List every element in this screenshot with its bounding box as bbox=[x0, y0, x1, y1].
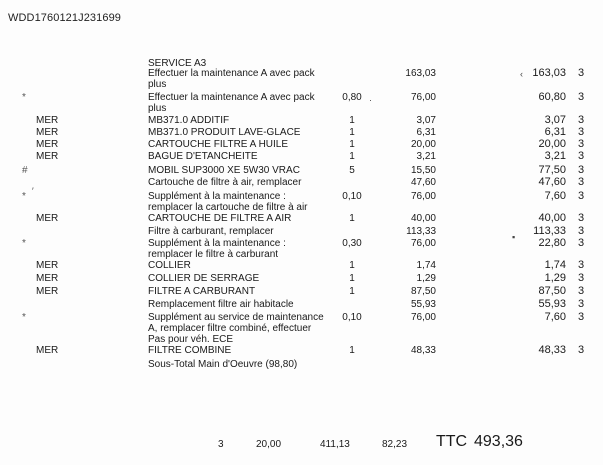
line-vat-code: 3 bbox=[577, 190, 585, 202]
line-total: 113,33 bbox=[533, 225, 566, 237]
line-description: Effectuer la maintenance A avec pack plus bbox=[148, 68, 315, 90]
footer-vat-code: 3 bbox=[218, 439, 224, 450]
line-quantity: 5 bbox=[349, 165, 355, 176]
line-vat-code: 3 bbox=[577, 272, 585, 284]
line-total: 6,31 bbox=[544, 126, 566, 138]
line-unit-price: 20,00 bbox=[410, 139, 436, 150]
scan-dot: · bbox=[369, 95, 372, 105]
line-vat-code: 3 bbox=[577, 212, 585, 224]
line-description: COLLIER DE SERRAGE bbox=[148, 273, 260, 284]
line-quantity: 1 bbox=[349, 260, 355, 271]
line-vat-code: 3 bbox=[577, 138, 585, 150]
line-unit-price: 163,03 bbox=[405, 68, 436, 79]
line-unit-price: 48,33 bbox=[410, 345, 436, 356]
line-total: 77,50 bbox=[538, 164, 566, 176]
line-description: MB371.0 ADDITIF bbox=[148, 115, 230, 126]
line-unit-price: 3,07 bbox=[416, 115, 436, 126]
line-unit-price: 76,00 bbox=[410, 92, 436, 103]
line-vat-code: 3 bbox=[577, 344, 585, 356]
footer-vat-rate: 20,00 bbox=[256, 439, 282, 450]
line-unit-price: 1,29 bbox=[416, 273, 436, 284]
line-total: 1,29 bbox=[544, 272, 566, 284]
line-vat-code: 3 bbox=[577, 164, 585, 176]
line-vat-code: 3 bbox=[577, 311, 585, 323]
line-description: Filtre à carburant, remplacer bbox=[148, 226, 274, 237]
scan-dot: ′ bbox=[32, 186, 34, 196]
line-code: MER bbox=[36, 213, 59, 224]
line-quantity: 1 bbox=[349, 345, 355, 356]
line-total: 7,60 bbox=[544, 190, 566, 202]
line-total: 3,21 bbox=[544, 150, 566, 162]
line-unit-price: 76,00 bbox=[410, 238, 436, 249]
line-marker: * bbox=[22, 312, 26, 323]
line-unit-price: 76,00 bbox=[410, 191, 436, 202]
line-unit-price: 47,60 bbox=[410, 177, 436, 188]
line-vat-code: 3 bbox=[577, 114, 585, 126]
line-total: 60,80 bbox=[538, 91, 566, 103]
line-description: CARTOUCHE DE FILTRE A AIR bbox=[148, 213, 292, 224]
line-vat-code: 3 bbox=[577, 298, 585, 310]
line-unit-price: 1,74 bbox=[416, 260, 436, 271]
line-unit-price: 87,50 bbox=[410, 286, 436, 297]
scan-dot: ▪ bbox=[512, 232, 516, 242]
line-code: MER bbox=[36, 286, 59, 297]
line-quantity: 0,80 bbox=[342, 92, 362, 103]
line-description: SERVICE A3 bbox=[148, 58, 207, 69]
line-vat-code: 3 bbox=[577, 176, 585, 188]
line-marker: # bbox=[22, 165, 28, 176]
line-vat-code: 3 bbox=[577, 126, 585, 138]
line-total: 22,80 bbox=[538, 237, 566, 249]
line-description: Effectuer la maintenance A avec pack plus bbox=[148, 92, 315, 114]
line-quantity: 1 bbox=[349, 151, 355, 162]
line-quantity: 1 bbox=[349, 286, 355, 297]
line-description: Remplacement filtre air habitacle bbox=[148, 299, 294, 310]
line-unit-price: 6,31 bbox=[416, 127, 436, 138]
line-description: Supplément à la maintenance : remplacer le filtre à carburant bbox=[148, 238, 286, 260]
line-total: 20,00 bbox=[538, 138, 566, 150]
totals-footer bbox=[0, 432, 603, 456]
line-quantity: 0,30 bbox=[342, 238, 362, 249]
document-id: WDD1760121J231699 bbox=[8, 12, 121, 24]
line-unit-price: 76,00 bbox=[410, 312, 436, 323]
line-vat-code: 3 bbox=[577, 237, 585, 249]
line-description: MB371.0 PRODUIT LAVE-GLACE bbox=[148, 127, 301, 138]
line-marker: * bbox=[22, 191, 26, 202]
line-code: MER bbox=[36, 345, 59, 356]
line-marker: * bbox=[22, 238, 26, 249]
line-description: CARTOUCHE FILTRE A HUILE bbox=[148, 139, 289, 150]
tick-mark: ‹ bbox=[520, 69, 523, 79]
line-description: FILTRE COMBINE bbox=[148, 345, 232, 356]
line-total: 7,60 bbox=[544, 311, 566, 323]
line-quantity: 1 bbox=[349, 213, 355, 224]
line-total: 40,00 bbox=[538, 212, 566, 224]
footer-vat-amount: 82,23 bbox=[382, 439, 408, 450]
footer-base-amount: 411,13 bbox=[320, 439, 350, 450]
line-vat-code: 3 bbox=[577, 150, 585, 162]
line-quantity: 0,10 bbox=[342, 191, 362, 202]
line-description: Cartouche de filtre à air, remplacer bbox=[148, 177, 302, 188]
ttc-total: 493,36 bbox=[474, 433, 523, 450]
line-quantity: 1 bbox=[349, 139, 355, 150]
line-description: MOBIL SUP3000 XE 5W30 VRAC bbox=[148, 165, 300, 176]
line-unit-price: 15,50 bbox=[410, 165, 436, 176]
line-description: Supplément au service de maintenance A, remplacer filtre combiné, effectuer Pas pour véh. ECE bbox=[148, 312, 324, 345]
line-description: COLLIER bbox=[148, 260, 191, 271]
line-quantity: 1 bbox=[349, 273, 355, 284]
ttc-label: TTC bbox=[436, 433, 468, 450]
line-code: MER bbox=[36, 151, 59, 162]
line-total: 1,74 bbox=[544, 259, 566, 271]
labour-subtotal: Sous-Total Main d'Oeuvre (98,80) bbox=[148, 359, 298, 370]
line-quantity: 0,10 bbox=[342, 312, 362, 323]
line-description: BAGUE D'ETANCHEITE bbox=[148, 151, 258, 162]
line-vat-code: 3 bbox=[577, 225, 585, 237]
line-vat-code: 3 bbox=[577, 91, 585, 103]
line-vat-code: 3 bbox=[577, 67, 585, 79]
line-unit-price: 55,93 bbox=[410, 299, 436, 310]
line-unit-price: 40,00 bbox=[410, 213, 436, 224]
line-total: 48,33 bbox=[538, 344, 566, 356]
line-code: MER bbox=[36, 260, 59, 271]
line-quantity: 1 bbox=[349, 127, 355, 138]
line-marker: * bbox=[22, 92, 26, 103]
line-code: MER bbox=[36, 273, 59, 284]
line-total: 163,03 bbox=[532, 67, 566, 79]
line-vat-code: 3 bbox=[577, 285, 585, 297]
line-description: FILTRE A CARBURANT bbox=[148, 286, 256, 297]
line-total: 47,60 bbox=[538, 176, 566, 188]
line-vat-code: 3 bbox=[577, 259, 585, 271]
line-total: 87,50 bbox=[538, 285, 566, 297]
line-code: MER bbox=[36, 115, 59, 126]
line-total: 55,93 bbox=[538, 298, 566, 310]
line-unit-price: 113,33 bbox=[406, 226, 436, 237]
line-quantity: 1 bbox=[349, 115, 355, 126]
line-code: MER bbox=[36, 127, 59, 138]
line-code: MER bbox=[36, 139, 59, 150]
line-description: Supplément à la maintenance : remplacer la cartouche de filtre à air bbox=[148, 191, 308, 213]
line-unit-price: 3,21 bbox=[416, 151, 436, 162]
line-total: 3,07 bbox=[544, 114, 566, 126]
